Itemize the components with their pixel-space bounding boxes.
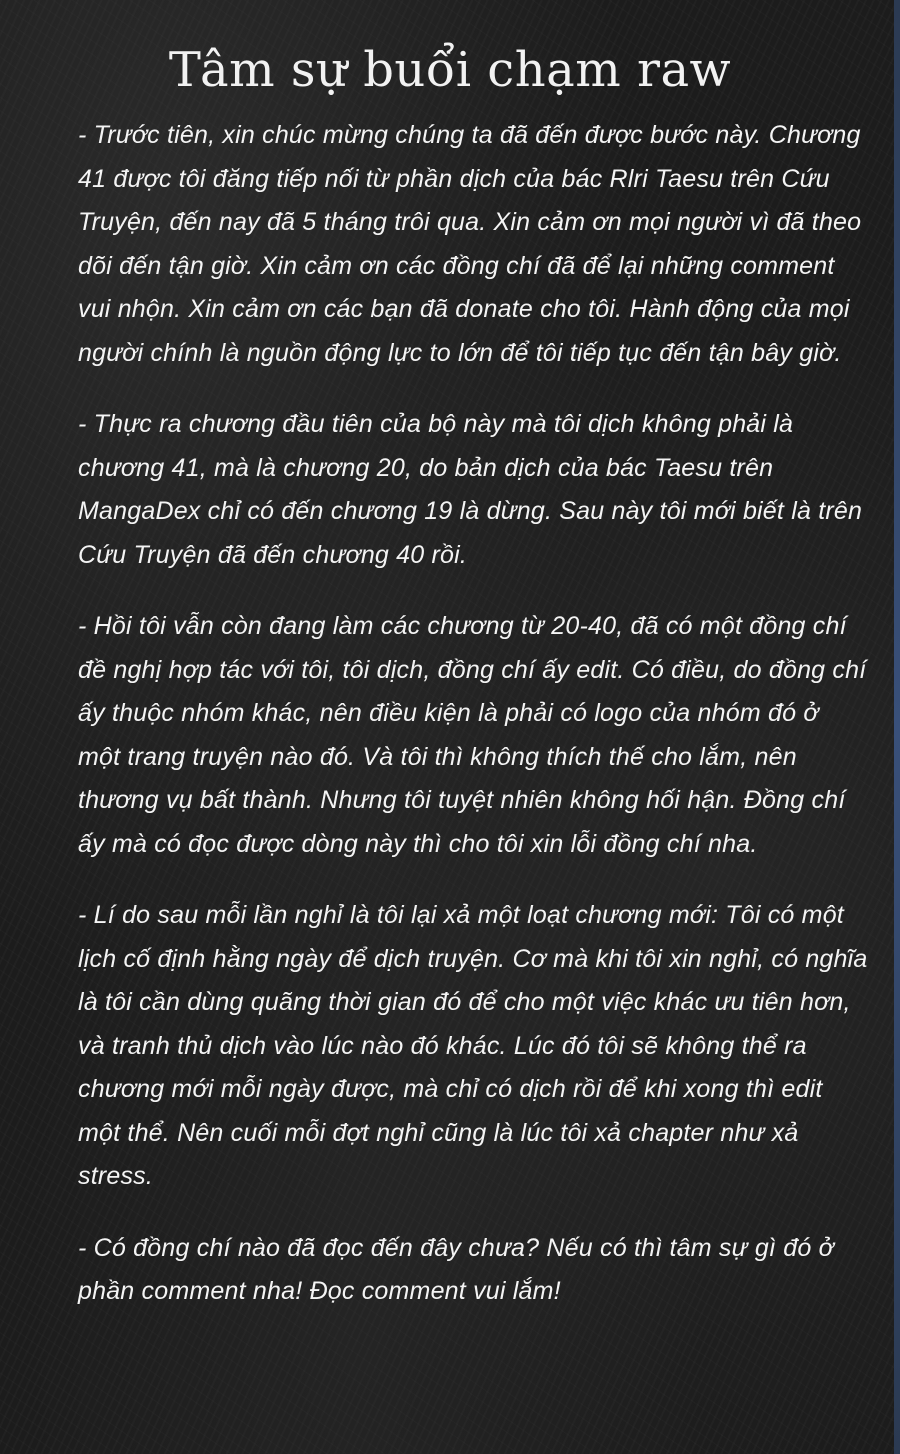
message-body [78,114,868,1342]
paragraph-collaboration: - Hồi tôi vẫn còn đang làm các chương từ 20-40, đã có một đồng chí đề nghị hợp tác với tôi, tôi dịch, đồng chí ấy edit. Có điều, do đồng chí ấy thuộc nhóm khác, nên điều kiện là phải có logo của nhóm đó ở một trang truyện nào đó. Và tôi thì không thích thế cho lắm, nên thương vụ bất thành. Nhưng tôi tuyệt nhiên không hối hận. Đồng chí ấy mà có đọc được dòng này thì cho tôi xin lỗi đồng chí nha. [78,612,867,858]
paragraph-first-chapter: - Thực ra chương đầu tiên của bộ này mà tôi dịch không phải là chương 41, mà là chương 20, do bản dịch của bác Taesu trên MangaDex chỉ có đến chương 19 là dừng. Sau này tôi mới biết là trên Cứu Truyện đã đến chương 40 rồi. [78,410,863,569]
paragraph-comment-request: - Có đồng chí nào đã đọc đến đây chưa? Nếu có thì tâm sự gì đó ở phần comment nha! Đọc comment vui lắm! [78,1233,834,1305]
paragraph-release-schedule: - Lí do sau mỗi lần nghỉ là tôi lại xả một loạt chương mới: Tôi có một lịch cố định hằng ngày để dịch truyện. Cơ mà khi tôi xin nghỉ, có nghĩa là tôi cần dùng quãng thời gian đó để cho một việc khác ưu tiên hơn, và tranh thủ dịch vào lúc nào đó khác. Lúc đó tôi sẽ không thể ra chương mới mỗi ngày được, mà chỉ có dịch rồi để khi xong thì edit một thể. Nên cuối mỗi đợt nghỉ cũng là lúc tôi xả chapter như xả stress. [78,901,868,1190]
paragraph-thanks: - Trước tiên, xin chúc mừng chúng ta đã đến được bước này. Chương 41 được tôi đăng tiếp nối từ phần dịch của bác Rlri Taesu trên Cứu Truyện, đến nay đã 5 tháng trôi qua. Xin cảm ơn mọi người vì đã theo dõi đến tận giờ. Xin cảm ơn các đồng chí đã để lại những comment vui nhộn. Xin cảm ơn các bạn đã donate cho tôi. Hành động của mọi người chính là nguồn động lực to lớn để tôi tiếp tục đến tận bây giờ. [78,121,862,367]
page-edge-strip [894,0,900,1454]
page-title: Tâm sự buổi chạm raw [168,42,732,98]
